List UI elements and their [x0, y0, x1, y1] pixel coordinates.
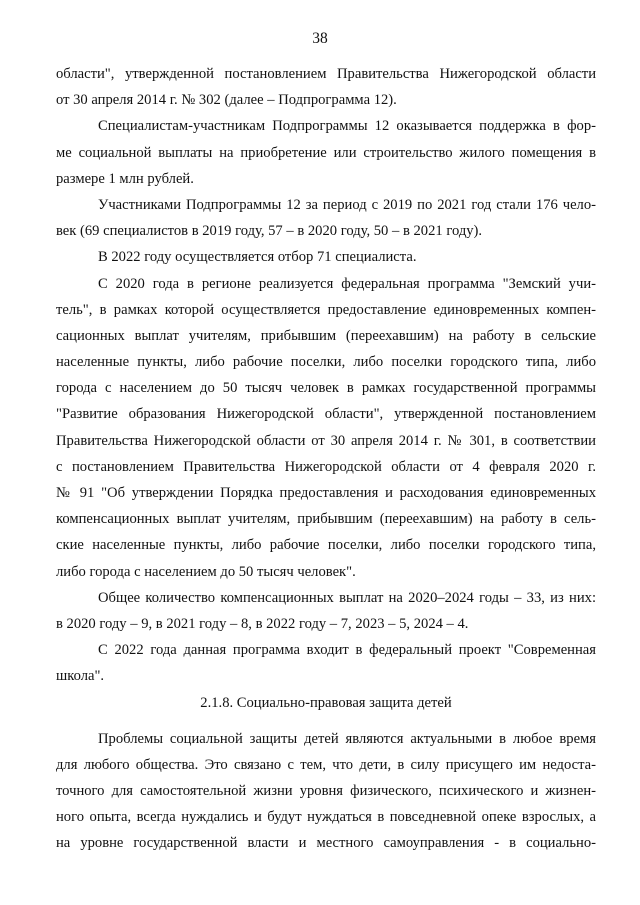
text-line: "Развитие образования Нижегородской области", утвержденной постановлением — [56, 406, 596, 423]
text-line: ские населенные пункты, либо рабочие поселки, либо поселки городского типа, — [56, 537, 596, 554]
text-line: тель", в рамках которой осуществляется предоставление единовременных компен- — [56, 301, 596, 318]
text-line: в 2020 году – 9, в 2021 году – 8, в 2022 году – 7, 2023 – 5, 2024 – 4. — [56, 615, 469, 632]
text-line: Проблемы социальной защиты детей являются актуальными в любое время — [98, 730, 596, 747]
document-body — [56, 61, 596, 857]
text-line: с постановлением Правительства Нижегородской области от 4 февраля 2020 г. — [56, 458, 596, 475]
text-line: области", утвержденной постановлением Правительства Нижегородской области — [56, 66, 596, 82]
text-line: на уровне государственной власти и местного самоуправления - в социально- — [56, 835, 596, 852]
heading-spacer — [56, 716, 596, 726]
text-line: сационных выплат учителям, прибывшим (переехавшим) на работу в сельские — [56, 327, 596, 344]
text-line: ме социальной выплаты на приобретение или строительство жилого помещения в — [56, 144, 596, 161]
text-line: Общее количество компенсационных выплат на 2020–2024 годы – 33, из них: — [98, 589, 596, 606]
text-line: города с населением до 50 тысяч человек в рамках государственной программы — [56, 380, 596, 397]
text-line: № 91 "Об утверждении Порядка предоставления и расходования единовременных — [56, 485, 596, 501]
section-heading: 2.1.8. Социально-правовая защита детей — [200, 694, 452, 711]
text-line: точного для самостоятельной жизни уровня физического, психического и жизнен- — [56, 783, 596, 800]
text-line: Участниками Подпрограммы 12 за период с 2019 по 2021 год стали 176 чело- — [98, 196, 596, 213]
text-line: размере 1 млн рублей. — [56, 170, 194, 187]
text-line: школа". — [56, 668, 105, 685]
text-line: от 30 апреля 2014 г. № 302 (далее – Подпрограмма 12). — [56, 92, 397, 109]
text-line: Специалистам-участникам Подпрограммы 12 оказывается поддержка в фор- — [98, 118, 596, 135]
text-line: С 2020 года в регионе реализуется федеральная программа "Земский учи- — [98, 275, 596, 292]
text-line: век (69 специалистов в 2019 году, 57 – в 2020 году, 50 – в 2021 году). — [56, 223, 483, 240]
text-line: либо города с населением до 50 тысяч человек". — [56, 563, 356, 580]
text-line: для любого общества. Это связано с тем, что дети, в силу присущего им недоста- — [56, 756, 596, 773]
text-line: населенные пункты, либо рабочие поселки, либо поселки городского типа, либо — [56, 354, 596, 371]
text-line: Правительства Нижегородской области от 30 апреля 2014 г. № 301, в соответствии — [56, 432, 596, 449]
text-line: С 2022 года данная программа входит в федеральный проект "Современная — [98, 642, 596, 659]
text-line: компенсационных выплат учителям, прибывшим (переехавшим) на работу в сель- — [56, 511, 596, 528]
text-line: В 2022 году осуществляется отбор 71 специалиста. — [98, 249, 417, 266]
text-line: ного опыта, всегда нуждались и будут нуждаться в повседневной опеке взрослых, а — [56, 809, 596, 826]
page-number: 38 — [312, 30, 328, 47]
